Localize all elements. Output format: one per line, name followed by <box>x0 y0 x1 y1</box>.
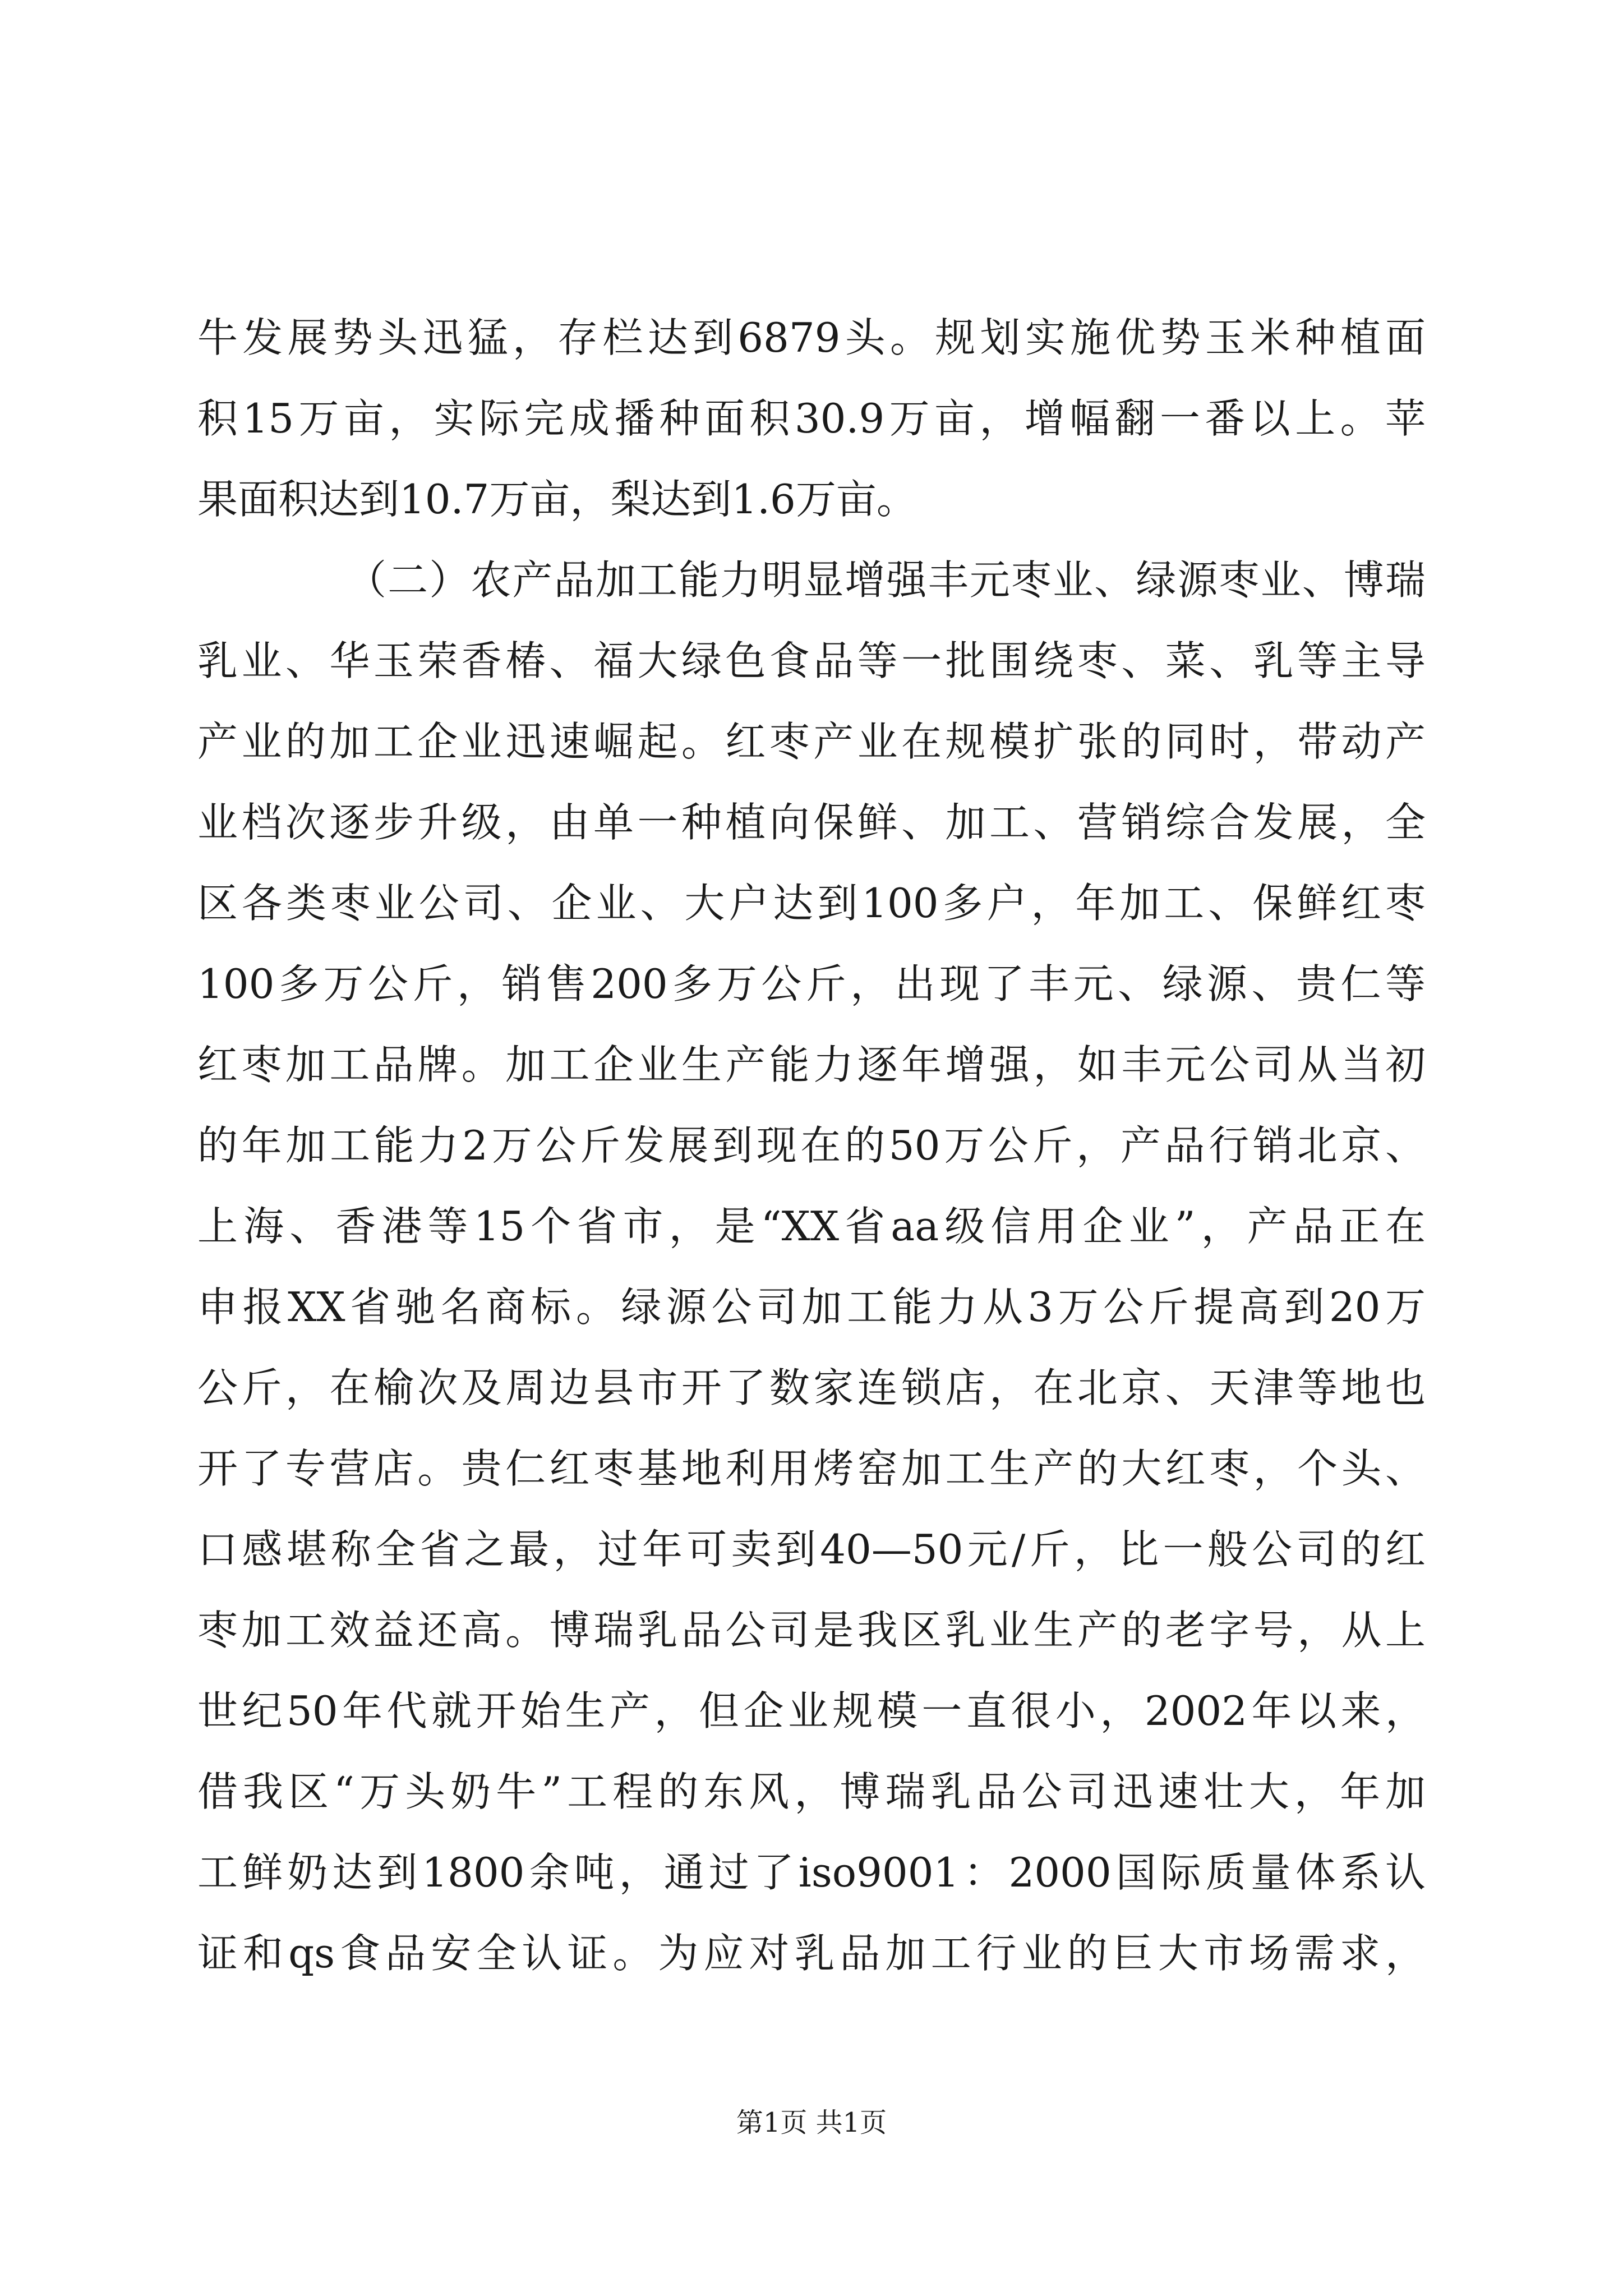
text-line: 公斤，在榆次及周边县市开了数家连锁店，在北京、天津等地也 <box>197 1364 1426 1411</box>
text-line: 上海、香港等15个省市，是“XX省aa级信用企业”，产品正在 <box>197 1203 1426 1250</box>
text-line: 枣加工效益还高。博瑞乳品公司是我区乳业生产的老字号，从上 <box>197 1607 1426 1654</box>
section-heading-line: （二）农产品加工能力明显增强丰元枣业、绿源枣业、博瑞 <box>346 556 1426 604</box>
text-line: 开了专营店。贵仁红枣基地利用烤窑加工生产的大红枣，个头、 <box>197 1445 1426 1492</box>
text-line: 借我区“万头奶牛”工程的东风，博瑞乳品公司迅速壮大，年加 <box>197 1768 1426 1815</box>
text-line: 工鲜奶达到1800余吨，通过了iso9001：2000国际质量体系认 <box>197 1849 1426 1896</box>
text-line: 产业的加工企业迅速崛起。红枣产业在规模扩张的同时，带动产 <box>197 718 1426 765</box>
text-line: 的年加工能力2万公斤发展到现在的50万公斤，产品行销北京、 <box>197 1122 1426 1169</box>
text-line: 红枣加工品牌。加工企业生产能力逐年增强，如丰元公司从当初 <box>197 1041 1426 1088</box>
page-footer: 第1页 共1页 <box>736 2107 887 2138</box>
text-line: 申报XX省驰名商标。绿源公司加工能力从3万公斤提高到20万 <box>197 1283 1426 1331</box>
document-body <box>197 297 1426 1994</box>
text-line: 积15万亩，实际完成播种面积30.9万亩，增幅翻一番以上。苹 <box>197 395 1426 442</box>
text-line: 业档次逐步升级，由单一种植向保鲜、加工、营销综合发展，全 <box>197 799 1426 846</box>
text-line: 口感堪称全省之最，过年可卖到40—50元/斤，比一般公司的红 <box>197 1526 1426 1573</box>
text-line: 100多万公斤，销售200多万公斤，出现了丰元、绿源、贵仁等 <box>197 960 1426 1007</box>
text-line: 世纪50年代就开始生产，但企业规模一直很小，2002年以来， <box>197 1687 1426 1734</box>
text-line: 牛发展势头迅猛，存栏达到6879头。规划实施优势玉米种植面 <box>197 314 1426 361</box>
text-line: 果面积达到10.7万亩，梨达到1.6万亩。 <box>197 476 917 523</box>
text-line: 证和qs食品安全认证。为应对乳品加工行业的巨大市场需求， <box>197 1930 1426 1977</box>
text-line: 区各类枣业公司、企业、大户达到100多户，年加工、保鲜红枣 <box>197 880 1426 927</box>
text-line: 乳业、华玉荣香椿、福大绿色食品等一批围绕枣、菜、乳等主导 <box>197 637 1426 684</box>
